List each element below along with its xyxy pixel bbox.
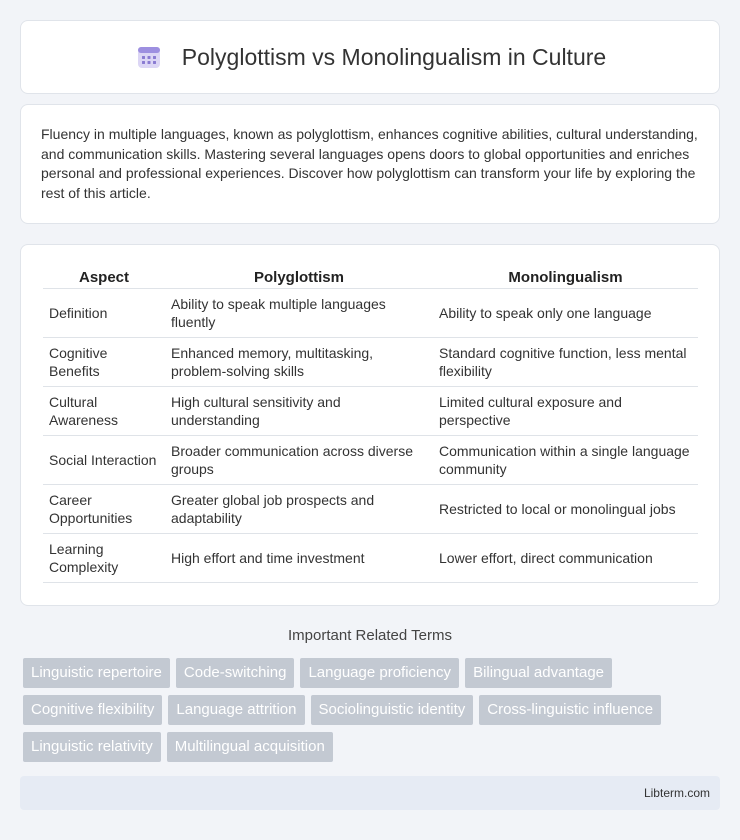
footer: [20, 776, 720, 810]
related-term-tag[interactable]: Language proficiency: [300, 658, 459, 688]
related-term-tag[interactable]: Cognitive flexibility: [23, 695, 162, 725]
related-term-tag[interactable]: Sociolinguistic identity: [311, 695, 474, 725]
row-aspect: Learning Complexity: [43, 534, 165, 583]
related-terms-list: [23, 658, 723, 762]
comparison-table: [43, 267, 698, 583]
row-polyglottism: Greater global job prospects and adaptability: [165, 485, 433, 534]
related-term-tag[interactable]: Code-switching: [176, 658, 295, 688]
related-term-tag[interactable]: Language attrition: [168, 695, 304, 725]
row-polyglottism: High cultural sensitivity and understanding: [165, 387, 433, 436]
table-row: [43, 534, 698, 583]
header-polyglottism: Polyglottism: [165, 267, 433, 289]
row-aspect: Career Opportunities: [43, 485, 165, 534]
related-term-tag[interactable]: Bilingual advantage: [465, 658, 612, 688]
table-row: [43, 289, 698, 338]
row-aspect: Definition: [43, 289, 165, 338]
comparison-table-card: [20, 244, 720, 606]
related-term-tag[interactable]: Cross-linguistic influence: [479, 695, 661, 725]
header-aspect: Aspect: [43, 267, 165, 289]
table-row: [43, 485, 698, 534]
row-polyglottism: Broader communication across diverse groups: [165, 436, 433, 485]
row-polyglottism: High effort and time investment: [165, 534, 433, 583]
header-card: [20, 20, 720, 94]
intro-card: [20, 104, 720, 224]
row-polyglottism: Enhanced memory, multitasking, problem-solving skills: [165, 338, 433, 387]
related-term-tag[interactable]: Multilingual acquisition: [167, 732, 333, 762]
row-monolingualism: Lower effort, direct communication: [433, 534, 698, 583]
row-aspect: Cultural Awareness: [43, 387, 165, 436]
row-aspect: Social Interaction: [43, 436, 165, 485]
calendar-grid-icon: [134, 42, 164, 72]
table-row: [43, 338, 698, 387]
table-header-row: [43, 267, 698, 289]
row-aspect: Cognitive Benefits: [43, 338, 165, 387]
table-row: [43, 436, 698, 485]
row-monolingualism: Limited cultural exposure and perspective: [433, 387, 698, 436]
table-row: [43, 387, 698, 436]
related-term-tag[interactable]: Linguistic relativity: [23, 732, 161, 762]
row-monolingualism: Communication within a single language community: [433, 436, 698, 485]
intro-text: Fluency in multiple languages, known as polyglottism, enhances cognitive abilities, cultural understanding, and communication skills. Mastering several languages opens doors to global opportunities and enriches personal and professional experiences. Discover how polyglottism can transform your life by exploring the rest of this article.: [41, 126, 698, 201]
page-title: Polyglottism vs Monolingualism in Culture: [181, 43, 607, 70]
row-monolingualism: Restricted to local or monolingual jobs: [433, 485, 698, 534]
related-term-tag[interactable]: Linguistic repertoire: [23, 658, 170, 688]
footer-source-link[interactable]: Libterm.com: [643, 786, 710, 800]
header-monolingualism: Monolingualism: [433, 267, 698, 289]
row-polyglottism: Ability to speak multiple languages fluently: [165, 289, 433, 338]
row-monolingualism: Ability to speak only one language: [433, 289, 698, 338]
row-monolingualism: Standard cognitive function, less mental flexibility: [433, 338, 698, 387]
related-terms-title: Important Related Terms: [288, 627, 452, 644]
